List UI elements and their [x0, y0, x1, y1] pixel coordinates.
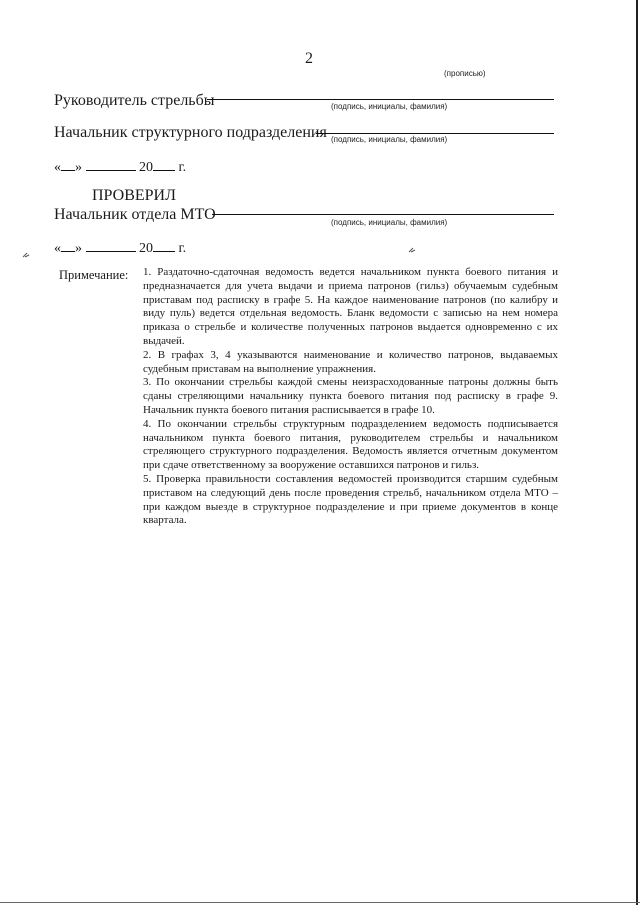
- notes-label: Примечание:: [59, 268, 129, 282]
- signature-label-shooting-leader: Руководитель стрельбы: [54, 92, 215, 109]
- signature-line-shooting-leader[interactable]: [207, 99, 554, 100]
- day-blank[interactable]: [61, 239, 75, 252]
- scan-artifact-icon: [22, 251, 30, 259]
- date-quote-close: »: [75, 160, 82, 175]
- date-field[interactable]: [54, 158, 186, 176]
- month-blank[interactable]: [86, 239, 136, 252]
- year-prefix: 20: [139, 160, 153, 175]
- day-blank[interactable]: [61, 158, 75, 171]
- year-blank[interactable]: [153, 239, 175, 252]
- year-blank[interactable]: [153, 158, 175, 171]
- signature-line-mto-head[interactable]: [212, 214, 554, 215]
- signature-label-mto-head: Начальник отдела МТО: [54, 206, 216, 223]
- top-hint: (прописью): [444, 69, 486, 78]
- note-item: 3. По окончании стрельбы каждой смены неизрасходованные патроны должны быть сданы стреляющими начальнику пункта боевого питания под расписку в графе 9. Начальник пункта боевого питания расписывается в графе 10.: [143, 376, 558, 416]
- page-number: 2: [305, 50, 313, 67]
- checked-heading: ПРОВЕРИЛ: [92, 187, 176, 204]
- signature-label-unit-head: Начальник структурного подразделения: [54, 124, 327, 141]
- note-item: 2. В графах 3, 4 указываются наименование и количество патронов, выдаваемых судебным приставам на выполнение упражнения.: [143, 348, 558, 375]
- month-blank[interactable]: [86, 158, 136, 171]
- year-suffix: г.: [178, 160, 187, 175]
- date-quote-close: »: [75, 241, 82, 256]
- page-edge-bottom: [0, 902, 640, 903]
- notes-list: [143, 266, 558, 528]
- signature-hint: (подпись, инициалы, фамилия): [331, 218, 448, 227]
- scan-artifact-icon: [408, 246, 416, 254]
- year-suffix: г.: [178, 241, 187, 256]
- date-field[interactable]: [54, 239, 186, 257]
- note-item: 4. По окончании стрельбы структурным подразделением ведомость подписывается начальником пункта боевого питания, руководителем стрельбы и начальником стреляющего структурного подразделения. Ведомость является отчетным документом при сдаче ответственному за вооружение оставшихся патронов и гильз.: [143, 417, 558, 472]
- page-edge: [636, 0, 638, 905]
- signature-line-unit-head[interactable]: [316, 133, 554, 134]
- signature-hint: (подпись, инициалы, фамилия): [331, 102, 448, 111]
- year-prefix: 20: [139, 241, 153, 256]
- date-quote-open: «: [54, 160, 61, 175]
- date-quote-open: «: [54, 241, 61, 256]
- signature-hint: (подпись, инициалы, фамилия): [331, 135, 448, 144]
- note-item: 1. Раздаточно-сдаточная ведомость ведется начальником пункта боевого питания и предназначается для учета выдачи и приема патронов (гильз) обучаемым судебным приставам под расписку в графе 5. На каждое наименование патронов (по калибру и виду пуль) ведется отдельная ведомость. Бланк ведомости с записью на нем номера приказа о стрельбе и количестве полученных патронов выдается одновременно с их выдачей.: [143, 266, 558, 347]
- note-item: 5. Проверка правильности составления ведомостей производится старшим судебным приставом на следующий день после проведения стрельб, начальником отдела МТО – при каждом выезде в структурное подразделение и при приеме документов в конце квартала.: [143, 472, 558, 527]
